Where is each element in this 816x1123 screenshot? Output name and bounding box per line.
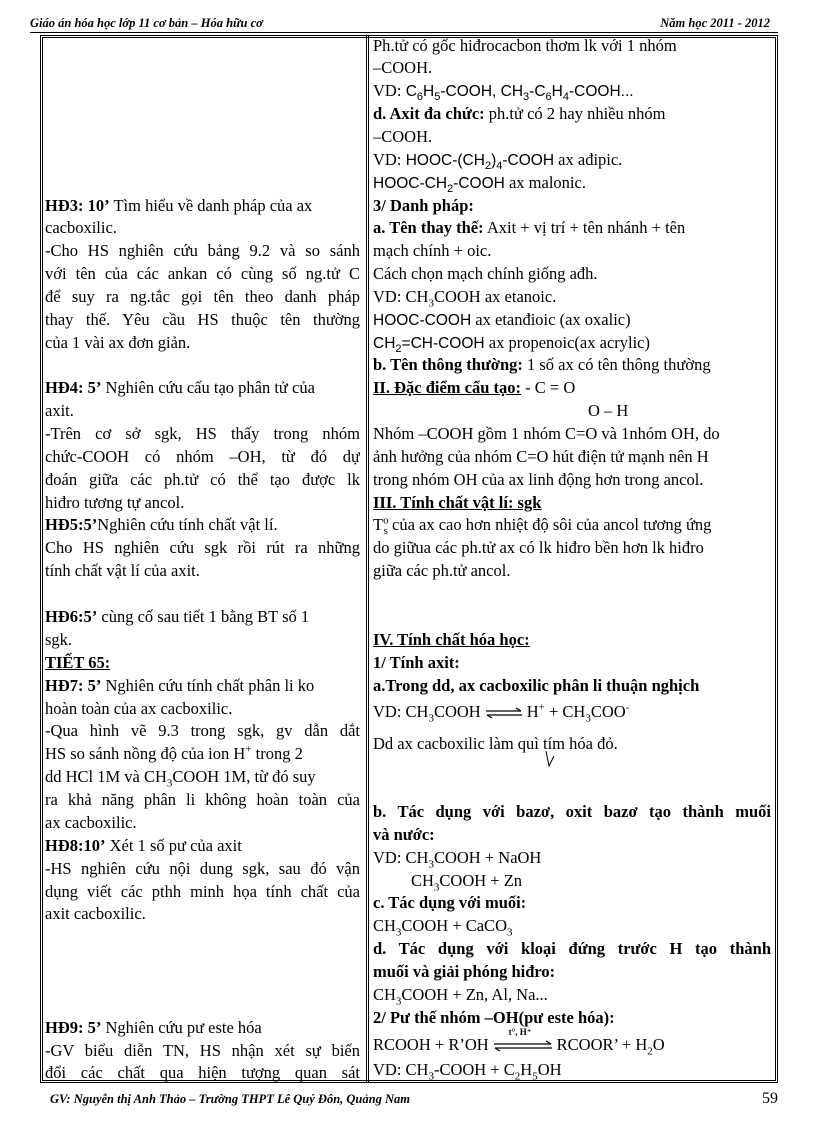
hd5-line: Cho HS nghiên cứu sgk rồi rút ra những bbox=[45, 538, 360, 557]
hd6-line: sgk. bbox=[45, 630, 73, 649]
hd3-line: thay thế. Yêu cầu HS thuộc tên thường bbox=[45, 310, 360, 329]
reaction-arrow: t°, H⁺ bbox=[493, 1039, 553, 1053]
right-line: muối và giải phóng hiđro: bbox=[373, 962, 556, 981]
right-line: trong nhóm OH của ax linh động hơn trong ancol. bbox=[373, 470, 704, 489]
section-structure: II. Đặc điểm cấu tạo: - C = O bbox=[373, 378, 576, 397]
hd3-line: cacboxilic. bbox=[45, 218, 117, 237]
right-line: $CH_3COOH + Zn$, Al, Na... bbox=[373, 985, 548, 1008]
dissociation-equation: VD: $CH_3COOH$ $H^+ + CH_3COO^-$ bbox=[373, 701, 630, 725]
right-line: d. Axit đa chức: ph.tử có 2 hay nhiều nhóm bbox=[373, 104, 666, 123]
hd9-line: HĐ9: 5’ Nghiên cứu pư este hóa bbox=[45, 1018, 262, 1037]
section-physical: III. Tính chất vật lí: sgk bbox=[373, 493, 542, 512]
right-line: mạch chính + oic. bbox=[373, 241, 492, 260]
hd5-line: HĐ5:5’Nghiên cứu tính chất vật lí. bbox=[45, 515, 278, 534]
hd5-line: tính chất vật lí của axit. bbox=[45, 561, 200, 580]
right-line: Nhóm –COOH gồm 1 nhóm C=O và 1nhóm OH, do bbox=[373, 424, 720, 443]
hd3-line: với tên của các ankan có cùng số ng.tử C bbox=[45, 264, 360, 283]
right-line: Ph.tử có gốc hiđrocacbon thơm lk với 1 nhóm bbox=[373, 36, 677, 55]
subsection-esterification: 2/ Pư thế nhóm –OH(pư este hóa): bbox=[373, 1008, 615, 1027]
section-chemical: IV. Tính chất hóa học: bbox=[373, 630, 530, 649]
footer-author: GV: Nguyễn thị Anh Thảo – Trường THPT Lê Quý Đôn, Quảng Nam bbox=[50, 1092, 410, 1106]
hd8-line: dụng viết các pthh minh họa tính chất của bbox=[45, 882, 360, 901]
right-line: và nước: bbox=[373, 825, 435, 844]
right-line: b. Tác dụng với bazơ, oxit bazơ tạo thành muối bbox=[373, 802, 771, 821]
hd7-line: HĐ7: 5’ Nghiên cứu tính chất phân li ko bbox=[45, 676, 315, 695]
page-footer bbox=[40, 1090, 778, 1110]
lesson-65-title: TIẾT 65: bbox=[45, 653, 111, 672]
right-line: VD: $CH_3COOH$ + NaOH bbox=[373, 848, 542, 871]
hd8-line: HĐ8:10’ Xét 1 số pư của axit bbox=[45, 836, 242, 855]
right-line: HOOC-COOH ax etanđioic (ax oxalic) bbox=[373, 310, 631, 329]
right-line: do giữua các ph.tử ax có lk hiđro bền hơn lk hiđro bbox=[373, 538, 704, 557]
hd7-line: hoàn toàn của ax cacboxilic. bbox=[45, 699, 233, 718]
hd3-line: -Cho HS nghiên cứu bảng 9.2 và so sánh bbox=[45, 241, 360, 260]
hd7-line: dd HCl 1M và $CH_3COOH$ 1M, từ đó suy bbox=[45, 767, 316, 790]
right-line: giữa các ph.tử ancol. bbox=[373, 561, 511, 580]
right-line: Cách chọn mạch chính giống ađh. bbox=[373, 264, 598, 283]
hd3-line: để suy ra ng.tắc gọi tên theo danh pháp bbox=[45, 287, 360, 306]
header-school-year: Năm học 2011 - 2012 bbox=[660, 16, 770, 30]
hd7-line: HS so sánh nồng độ của ion H+ trong 2 bbox=[45, 743, 303, 763]
pen-mark-icon bbox=[544, 748, 556, 770]
hd3-line: của 1 vài ax đơn giản. bbox=[45, 333, 191, 352]
right-line: $T^o_s$ của ax cao hơn nhiệt độ sôi của ancol tương ứng bbox=[373, 514, 712, 538]
right-line: VD: $C_6H_5$-COOH, $CH_3-C_6H_4$-COOH... bbox=[373, 81, 634, 104]
subsection-acidity: 1/ Tính axit: bbox=[373, 653, 460, 672]
right-line: $CH_2=CH$-COOH ax propenoic(ax acrylic) bbox=[373, 333, 650, 356]
right-line: –COOH. bbox=[373, 58, 433, 77]
hd7-line: ax cacboxilic. bbox=[45, 813, 137, 832]
hd4-line: đoán giữa các ph.tử có thể tạo được lk bbox=[45, 470, 360, 489]
right-line: –COOH. bbox=[373, 127, 433, 146]
right-line: Dd ax cacboxilic làm quì tím hóa đỏ. bbox=[373, 734, 618, 753]
structure-oh: O – H bbox=[588, 401, 629, 420]
right-line: a. Tên thay thế: Axit + vị trí + tên nhánh + tên bbox=[373, 218, 686, 237]
page-header bbox=[30, 14, 778, 33]
equilibrium-arrow-icon bbox=[493, 1040, 553, 1052]
section-naming: 3/ Danh pháp: bbox=[373, 196, 474, 215]
hd7-line: -Qua hình vẽ 9.3 trong sgk, gv dẫn dắt bbox=[45, 721, 360, 740]
right-line: d. Tác dụng với kloại đứng trước H tạo thành bbox=[373, 939, 771, 958]
right-line: a.Trong dd, ax cacboxilic phân li thuận nghịch bbox=[373, 676, 700, 695]
hd9-line: -GV biểu diễn TN, HS nhận xét sự biến bbox=[45, 1041, 360, 1060]
right-line: c. Tác dụng với muối: bbox=[373, 893, 527, 912]
right-line: b. Tên thông thường: 1 số ax có tên thông thường bbox=[373, 355, 711, 374]
right-line: VD: $CH_3$-COOH + $C_2H_5OH$ bbox=[373, 1060, 562, 1083]
header-title: Giáo án hóa học lớp 11 cơ bản – Hóa hữu cơ bbox=[30, 16, 263, 30]
right-line: HOOC-$CH_2$-COOH ax malonic. bbox=[373, 173, 586, 196]
column-divider bbox=[366, 35, 369, 1083]
right-line: $CH_3COOH + Zn$ bbox=[411, 871, 523, 894]
hd4-line: chức-COOH có nhóm –OH, từ đó dự bbox=[45, 447, 360, 466]
hd7-line: ra khả năng phân li không hoàn toàn của bbox=[45, 790, 360, 809]
hd4-line: axit. bbox=[45, 401, 74, 420]
right-line: ảnh hưởng của nhóm C=O hút điện tử mạnh nên H bbox=[373, 447, 709, 466]
hd8-line: axit cacboxilic. bbox=[45, 904, 146, 923]
hd4-line: HĐ4: 5’ Nghiên cứu cấu tạo phân tử của bbox=[45, 378, 315, 397]
hd4-line: -Trên cơ sở sgk, HS thấy trong nhóm bbox=[45, 424, 360, 443]
hd9-line: đổi các chất qua hiện tượng quan sát bbox=[45, 1063, 360, 1082]
page-number: 59 bbox=[762, 1090, 778, 1107]
hd4-line: hiđro tương tự ancol. bbox=[45, 493, 185, 512]
esterification-equation: RCOOH + R’OH t°, H⁺ RCOOR’ + $H_2O$ bbox=[373, 1027, 665, 1058]
equilibrium-arrow-icon bbox=[485, 707, 523, 719]
right-line: VD: $CH_3COOH$ ax etanoic. bbox=[373, 287, 557, 310]
hd6-line: HĐ6:5’ cùng cố sau tiết 1 bằng BT số 1 bbox=[45, 607, 310, 626]
right-line: VD: HOOC-$(CH_2)_4$-COOH ax ađipic. bbox=[373, 150, 623, 173]
right-line: $CH_3COOH$ + CaCO$_3$ bbox=[373, 916, 513, 939]
hd8-line: -HS nghiên cứu nội dung sgk, sau đó vận bbox=[45, 859, 360, 878]
hd3-line: HĐ3: 10’ Tìm hiểu về danh pháp của ax bbox=[45, 196, 313, 215]
